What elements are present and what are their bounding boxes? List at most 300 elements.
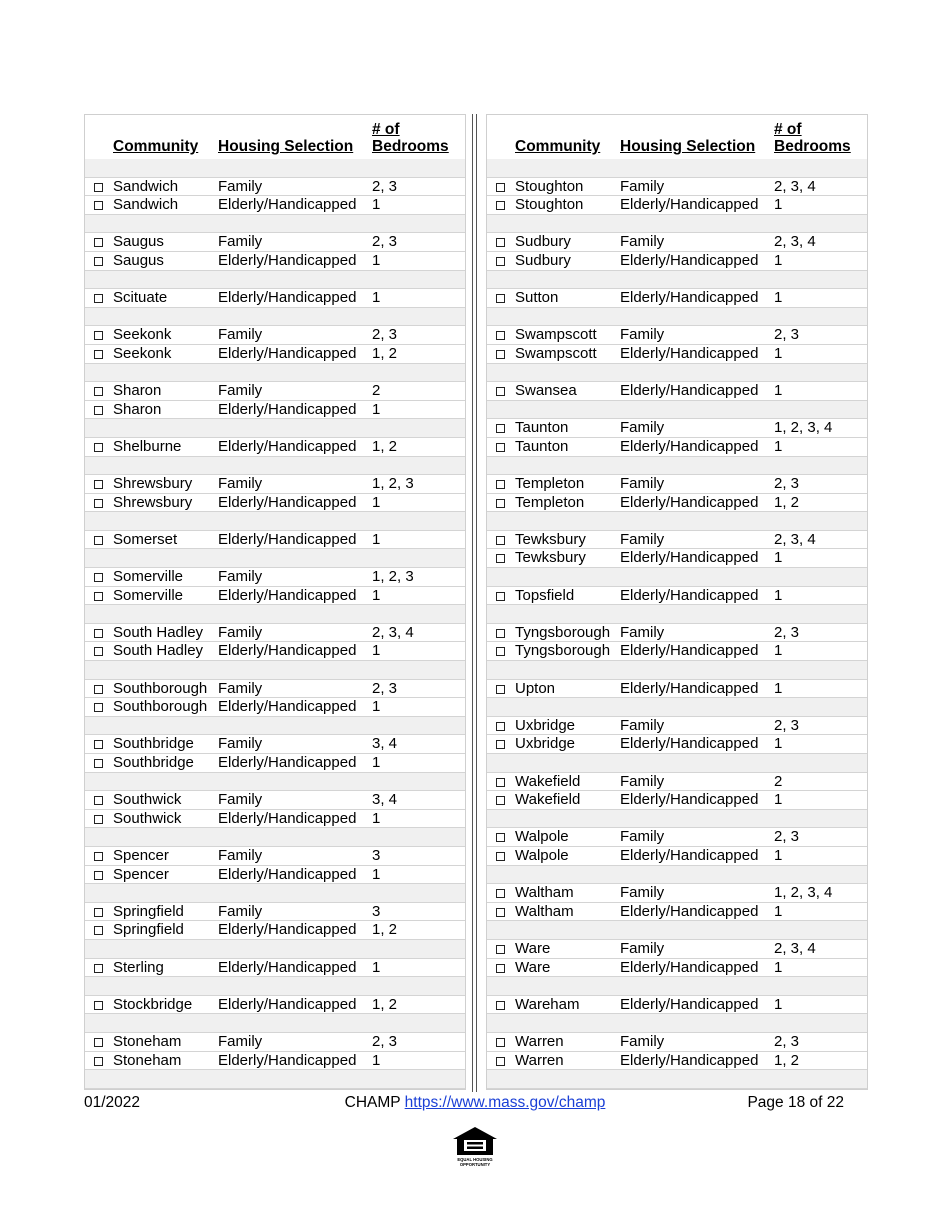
housing-selection-cell: Family [218, 791, 263, 809]
community-cell: Sterling [113, 958, 164, 976]
bedrooms-cell: 1 [372, 698, 381, 716]
table-row [487, 289, 867, 308]
spacer-row [487, 1014, 867, 1033]
table-row [487, 884, 867, 903]
community-cell: Walpole [515, 846, 569, 864]
housing-selection-cell: Elderly/Handicapped [620, 289, 759, 307]
spacer-row [487, 921, 867, 940]
community-cell: Upton [515, 679, 556, 697]
bedrooms-cell: 1 [774, 344, 783, 362]
logo-line-1: EQUAL HOUSING [457, 1157, 493, 1162]
community-cell: Ware [515, 958, 551, 976]
community-cell: Sandwich [113, 196, 179, 214]
table-row [85, 531, 465, 550]
table-row [85, 178, 465, 197]
bedrooms-cell: 1 [774, 549, 783, 567]
equal-housing-opportunity-icon [451, 1125, 499, 1167]
checkbox[interactable] [496, 183, 505, 192]
housing-selection-cell: Family [620, 772, 665, 790]
spacer-row [487, 568, 867, 587]
checkbox[interactable] [496, 796, 505, 805]
community-cell: Stoughton [515, 177, 584, 195]
table-row [85, 1033, 465, 1052]
checkbox[interactable] [94, 238, 103, 247]
housing-selection-cell: Elderly/Handicapped [620, 679, 759, 697]
table-row [85, 921, 465, 940]
housing-selection-cell: Family [218, 382, 263, 400]
housing-selection-cell: Family [218, 735, 263, 753]
table-row [85, 624, 465, 643]
right-table [486, 114, 868, 1090]
spacer-row [85, 364, 465, 383]
community-cell: Sandwich [113, 177, 179, 195]
bedrooms-cell: 1 [774, 791, 783, 809]
bedrooms-cell: 2, 3 [774, 828, 800, 846]
checkbox[interactable] [94, 499, 103, 508]
checkbox[interactable] [94, 294, 103, 303]
spacer-row [487, 810, 867, 829]
bedrooms-cell: 1, 2, 3, 4 [774, 419, 833, 437]
bedrooms-cell: 2, 3 [372, 326, 398, 344]
community-cell: Seekonk [113, 344, 172, 362]
table-row [487, 494, 867, 513]
table-row [85, 382, 465, 401]
spacer-row [85, 605, 465, 624]
checkbox[interactable] [496, 387, 505, 396]
housing-selection-cell: Elderly/Handicapped [218, 809, 357, 827]
checkbox[interactable] [496, 1057, 505, 1066]
housing-selection-cell: Elderly/Handicapped [218, 289, 357, 307]
housing-selection-cell: Family [620, 1032, 665, 1050]
bedrooms-cell: 1 [774, 642, 783, 660]
spacer-row [487, 215, 867, 234]
housing-selection-cell: Elderly/Handicapped [620, 735, 759, 753]
checkbox[interactable] [94, 685, 103, 694]
bedrooms-cell: 2, 3 [774, 623, 800, 641]
checkbox[interactable] [496, 778, 505, 787]
spacer-row [85, 271, 465, 290]
page-number: Page 18 of 22 [747, 1094, 844, 1111]
table-row [85, 494, 465, 513]
column-divider [472, 114, 473, 1092]
checkbox[interactable] [496, 331, 505, 340]
checkbox[interactable] [94, 871, 103, 880]
community-cell: Walpole [515, 828, 569, 846]
checkbox[interactable] [94, 1001, 103, 1010]
table-body [487, 159, 867, 1089]
housing-selection-cell: Elderly/Handicapped [218, 995, 357, 1013]
bedrooms-cell: 1 [774, 251, 783, 269]
housing-selection-cell: Elderly/Handicapped [620, 995, 759, 1013]
bedrooms-cell: 1 [774, 846, 783, 864]
checkbox[interactable] [496, 647, 505, 656]
table-row [85, 326, 465, 345]
checkbox[interactable] [94, 908, 103, 917]
table-row [85, 438, 465, 457]
spacer-row [85, 717, 465, 736]
community-cell: Tyngsborough [515, 642, 611, 660]
housing-selection-cell: Elderly/Handicapped [620, 958, 759, 976]
checkbox[interactable] [94, 759, 103, 768]
community-cell: Southborough [113, 698, 208, 716]
housing-selection-cell: Elderly/Handicapped [218, 586, 357, 604]
table-row [85, 680, 465, 699]
bedrooms-cell: 1, 2, 3, 4 [774, 884, 833, 902]
housing-selection-cell: Elderly/Handicapped [218, 698, 357, 716]
housing-selection-cell: Elderly/Handicapped [620, 846, 759, 864]
bedrooms-cell: 2, 3, 4 [774, 939, 816, 957]
housing-selection-cell: Elderly/Handicapped [620, 791, 759, 809]
table-row [85, 289, 465, 308]
spacer-row [85, 884, 465, 903]
bedrooms-cell: 1 [774, 586, 783, 604]
checkbox[interactable] [94, 406, 103, 415]
checkbox[interactable] [496, 443, 505, 452]
checkbox[interactable] [496, 945, 505, 954]
table-row [85, 252, 465, 271]
checkbox[interactable] [94, 703, 103, 712]
housing-selection-cell: Elderly/Handicapped [218, 437, 357, 455]
community-cell: Warren [515, 1032, 564, 1050]
spacer-row [487, 866, 867, 885]
checkbox[interactable] [94, 443, 103, 452]
checkbox[interactable] [94, 629, 103, 638]
header-housing-selection: Housing Selection [218, 138, 354, 155]
spacer-row [487, 271, 867, 290]
housing-selection-cell: Elderly/Handicapped [620, 549, 759, 567]
checkbox[interactable] [94, 201, 103, 210]
community-cell: Somerville [113, 568, 184, 586]
community-cell: Spencer [113, 865, 169, 883]
table-row [85, 345, 465, 364]
housing-selection-cell: Elderly/Handicapped [620, 586, 759, 604]
checkbox[interactable] [94, 331, 103, 340]
spacer-row [487, 754, 867, 773]
spacer-row [487, 977, 867, 996]
bedrooms-cell: 2, 3 [372, 1032, 398, 1050]
spacer-row [487, 401, 867, 420]
checkbox[interactable] [496, 833, 505, 842]
table-row [487, 252, 867, 271]
bedrooms-cell: 1 [774, 196, 783, 214]
community-cell: South Hadley [113, 642, 204, 660]
community-cell: Southborough [113, 679, 208, 697]
community-cell: Springfield [113, 921, 184, 939]
table-row [85, 196, 465, 215]
housing-selection-cell: Family [620, 828, 665, 846]
bedrooms-cell: 1, 2 [774, 1051, 800, 1069]
housing-selection-cell: Elderly/Handicapped [218, 865, 357, 883]
checkbox[interactable] [496, 238, 505, 247]
bedrooms-cell: 2 [372, 382, 381, 400]
table-row [487, 178, 867, 197]
community-cell: Shrewsbury [113, 493, 193, 511]
checkbox[interactable] [496, 908, 505, 917]
community-cell: Springfield [113, 902, 184, 920]
checkbox[interactable] [496, 629, 505, 638]
community-cell: Stoneham [113, 1051, 182, 1069]
checkbox[interactable] [94, 573, 103, 582]
housing-selection-cell: Family [218, 623, 263, 641]
table-row [487, 735, 867, 754]
table-row [487, 587, 867, 606]
community-cell: Waltham [515, 884, 574, 902]
housing-selection-cell: Family [218, 1032, 263, 1050]
community-cell: Wakefield [515, 772, 581, 790]
community-cell: South Hadley [113, 623, 204, 641]
spacer-row [85, 457, 465, 476]
community-cell: Stockbridge [113, 995, 193, 1013]
spacer-row [487, 605, 867, 624]
checkbox[interactable] [496, 294, 505, 303]
table-row [487, 549, 867, 568]
housing-selection-cell: Elderly/Handicapped [218, 400, 357, 418]
table-body [85, 159, 465, 1089]
checkbox[interactable] [496, 852, 505, 861]
table-row [487, 475, 867, 494]
housing-selection-cell: Family [218, 902, 263, 920]
checkbox[interactable] [496, 201, 505, 210]
table-row [487, 345, 867, 364]
table-row [487, 903, 867, 922]
community-cell: Scituate [113, 289, 168, 307]
bedrooms-cell: 2, 3 [372, 233, 398, 251]
housing-selection-cell: Family [218, 568, 263, 586]
bedrooms-cell: 1 [774, 902, 783, 920]
table-row [85, 233, 465, 252]
community-cell: Swampscott [515, 326, 597, 344]
checkbox[interactable] [94, 350, 103, 359]
bedrooms-cell: 1, 2, 3 [372, 568, 414, 586]
table-row [85, 866, 465, 885]
bedrooms-cell: 1 [372, 586, 381, 604]
left-table [84, 114, 466, 1090]
checkbox[interactable] [496, 592, 505, 601]
housing-selection-cell: Elderly/Handicapped [620, 196, 759, 214]
checkbox[interactable] [94, 647, 103, 656]
community-cell: Shrewsbury [113, 475, 193, 493]
community-cell: Saugus [113, 251, 164, 269]
housing-selection-cell: Elderly/Handicapped [218, 196, 357, 214]
checkbox[interactable] [496, 722, 505, 731]
checkbox[interactable] [496, 536, 505, 545]
table-row [85, 642, 465, 661]
column-divider [476, 114, 477, 1092]
checkbox[interactable] [94, 480, 103, 489]
spacer-row [85, 512, 465, 531]
community-cell: Southwick [113, 791, 182, 809]
checkbox[interactable] [496, 350, 505, 359]
community-cell: Swampscott [515, 344, 597, 362]
community-cell: Sharon [113, 382, 162, 400]
bedrooms-cell: 3, 4 [372, 791, 398, 809]
bedrooms-cell: 2 [774, 772, 783, 790]
checkbox[interactable] [94, 740, 103, 749]
table-row [85, 1052, 465, 1071]
table-row [85, 847, 465, 866]
bedrooms-cell: 1 [372, 1051, 381, 1069]
community-cell: Templeton [515, 475, 585, 493]
housing-selection-cell: Elderly/Handicapped [620, 902, 759, 920]
housing-selection-cell: Elderly/Handicapped [218, 1051, 357, 1069]
table-row [487, 773, 867, 792]
housing-selection-cell: Elderly/Handicapped [218, 958, 357, 976]
housing-selection-cell: Family [218, 475, 263, 493]
bedrooms-cell: 1 [372, 289, 381, 307]
checkbox[interactable] [94, 852, 103, 861]
table-row [85, 698, 465, 717]
bedrooms-cell: 2, 3 [774, 716, 800, 734]
champ-link[interactable]: https://www.mass.gov/champ [404, 1094, 606, 1111]
checkbox[interactable] [496, 889, 505, 898]
table-row [85, 996, 465, 1015]
housing-selection-cell: Elderly/Handicapped [620, 642, 759, 660]
housing-selection-cell: Family [620, 939, 665, 957]
housing-selection-cell: Family [620, 530, 665, 548]
housing-selection-cell: Family [620, 884, 665, 902]
community-cell: Southwick [113, 809, 182, 827]
housing-selection-cell: Family [218, 846, 263, 864]
table-row [487, 959, 867, 978]
housing-selection-cell: Family [218, 326, 263, 344]
community-cell: Waltham [515, 902, 574, 920]
bedrooms-cell: 1 [774, 289, 783, 307]
table-row [85, 791, 465, 810]
table-row [487, 326, 867, 345]
community-cell: Warren [515, 1051, 564, 1069]
table-row [487, 847, 867, 866]
checkbox[interactable] [496, 740, 505, 749]
spacer-row [487, 159, 867, 178]
header-community: Community [113, 138, 199, 155]
table-row [85, 810, 465, 829]
bedrooms-cell: 1, 2 [372, 344, 398, 362]
table-row [487, 196, 867, 215]
bedrooms-cell: 1 [774, 382, 783, 400]
community-cell: Stoneham [113, 1032, 182, 1050]
community-cell: Uxbridge [515, 735, 576, 753]
table-row [487, 531, 867, 550]
table-row [487, 828, 867, 847]
checkbox[interactable] [496, 964, 505, 973]
checkbox[interactable] [496, 685, 505, 694]
checkbox[interactable] [94, 536, 103, 545]
table-row [487, 233, 867, 252]
housing-selection-cell: Elderly/Handicapped [620, 382, 759, 400]
spacer-row [85, 159, 465, 178]
bedrooms-cell: 1 [774, 679, 783, 697]
table-row [487, 717, 867, 736]
checkbox[interactable] [94, 183, 103, 192]
community-cell: Templeton [515, 493, 585, 511]
spacer-row [487, 457, 867, 476]
spacer-row [85, 215, 465, 234]
checkbox[interactable] [94, 926, 103, 935]
community-cell: Southbridge [113, 754, 194, 771]
checkbox[interactable] [94, 1057, 103, 1066]
checkbox[interactable] [94, 964, 103, 973]
checkbox[interactable] [496, 424, 505, 433]
housing-selection-cell: Elderly/Handicapped [218, 493, 357, 511]
checkbox[interactable] [94, 796, 103, 805]
table-row [85, 735, 465, 754]
bedrooms-cell: 1 [774, 958, 783, 976]
bedrooms-cell: 1 [774, 735, 783, 753]
spacer-row [85, 549, 465, 568]
housing-selection-cell: Family [620, 177, 665, 195]
bedrooms-cell: 1 [372, 196, 381, 214]
community-cell: Swansea [515, 382, 577, 400]
bedrooms-cell: 2, 3 [372, 177, 398, 195]
checkbox[interactable] [94, 815, 103, 824]
checkbox[interactable] [496, 1038, 505, 1047]
community-cell: Topsfield [515, 586, 575, 604]
community-cell: Taunton [515, 419, 569, 437]
housing-selection-cell: Elderly/Handicapped [218, 251, 357, 269]
bedrooms-cell: 3 [372, 846, 381, 864]
spacer-row [487, 661, 867, 680]
housing-selection-cell: Family [620, 419, 665, 437]
bedrooms-cell: 1 [372, 642, 381, 660]
header-bedrooms: # of Bedrooms [774, 121, 851, 155]
table-row [487, 680, 867, 699]
header-community: Community [515, 138, 601, 155]
spacer-row [85, 308, 465, 327]
bedrooms-cell: 1, 2 [372, 921, 398, 939]
spacer-row [487, 698, 867, 717]
checkbox[interactable] [94, 257, 103, 266]
housing-selection-cell: Family [218, 233, 263, 251]
spacer-row [487, 364, 867, 383]
checkbox[interactable] [94, 1038, 103, 1047]
table-row [487, 382, 867, 401]
housing-selection-cell: Family [620, 326, 665, 344]
bedrooms-cell: 1, 2, 3 [372, 475, 414, 493]
bedrooms-cell: 2, 3 [774, 326, 800, 344]
community-cell: Wareham [515, 995, 580, 1013]
table-row [85, 475, 465, 494]
checkbox[interactable] [496, 257, 505, 266]
spacer-row [85, 828, 465, 847]
bedrooms-cell: 2, 3, 4 [774, 233, 816, 251]
housing-selection-cell: Family [620, 716, 665, 734]
checkbox[interactable] [496, 554, 505, 563]
table-row [487, 1052, 867, 1071]
bedrooms-cell: 2, 3, 4 [372, 623, 414, 641]
bedrooms-cell: 1, 2 [774, 493, 800, 511]
spacer-row [85, 940, 465, 959]
table-row [487, 642, 867, 661]
checkbox[interactable] [94, 592, 103, 601]
community-cell: Somerville [113, 586, 184, 604]
community-cell: Sudbury [515, 233, 571, 251]
checkbox[interactable] [496, 499, 505, 508]
bedrooms-cell: 3 [372, 902, 381, 920]
bedrooms-cell: 1 [774, 437, 783, 455]
table-row [85, 754, 465, 773]
checkbox[interactable] [496, 480, 505, 489]
bedrooms-cell: 2, 3 [372, 679, 398, 697]
table-header [487, 115, 867, 159]
housing-selection-cell: Family [620, 623, 665, 641]
housing-selection-cell: Elderly/Handicapped [620, 437, 759, 455]
spacer-row [85, 661, 465, 680]
bedrooms-cell: 1 [372, 809, 381, 827]
checkbox[interactable] [496, 1001, 505, 1010]
checkbox[interactable] [94, 387, 103, 396]
spacer-row [85, 773, 465, 792]
table-row [487, 419, 867, 438]
